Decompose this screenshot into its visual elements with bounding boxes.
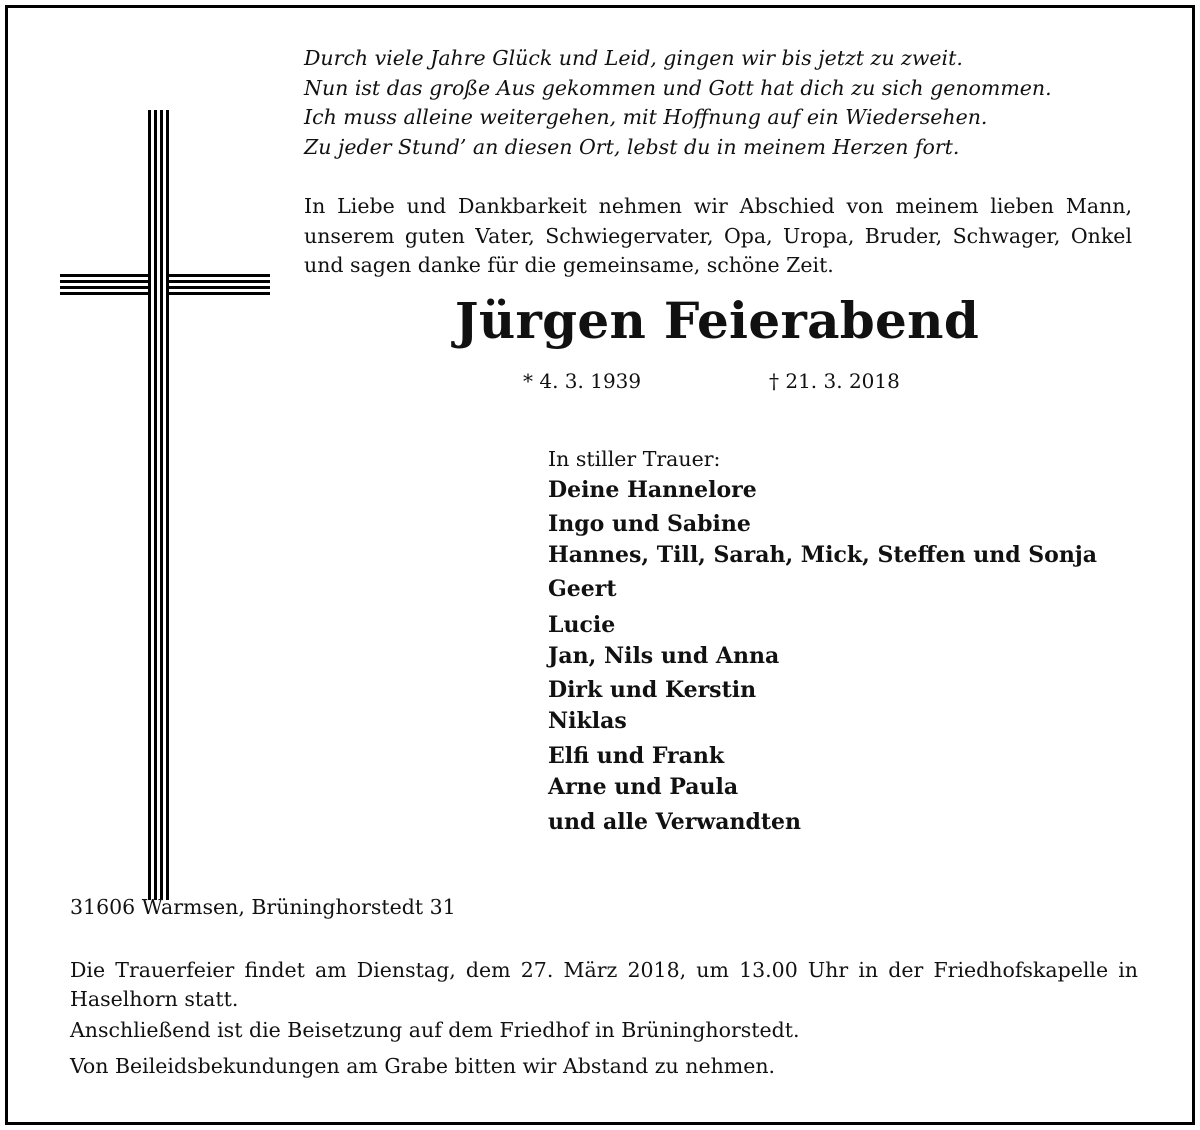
poem-line: Durch viele Jahre Glück und Leid, gingen wir bis jetzt zu zweit. [304, 46, 963, 70]
burial-notice: Anschließend ist die Beisetzung auf dem Friedhof in Brüninghorstedt. [70, 1018, 800, 1042]
mourner-entry: Lucie [548, 612, 616, 638]
death-date: † 21. 3. 2018 [769, 369, 900, 393]
mourner-entry: Jan, Nils und Anna [548, 643, 780, 669]
birth-date: * 4. 3. 1939 [523, 369, 642, 393]
poem-line: Ich muss alleine weitergehen, mit Hoffnung auf ein Wiedersehen. [304, 105, 988, 129]
mourner-entry: Hannes, Till, Sarah, Mick, Steffen und Sonja [548, 542, 1098, 568]
deceased-name: Jürgen Feierabend [454, 291, 980, 350]
poem [304, 44, 1164, 162]
mourner-entry: Dirk und Kerstin [548, 677, 757, 703]
mourner-entry: Arne und Paula [548, 774, 739, 800]
cross-icon [60, 110, 270, 900]
address: 31606 Warmsen, Brüninghorstedt 31 [70, 895, 456, 919]
mourner-entry: Niklas [548, 708, 627, 734]
farewell-text: In Liebe und Dankbarkeit nehmen wir Abschied von meinem lieben Mann, unserem guten Vater, Schwiegervater, Opa, Uropa, Bruder, Schwager, Onkel und sagen danke für die gemeinsame, schöne Zeit. [304, 194, 1132, 277]
mourner-entry: Deine Hannelore [548, 477, 757, 503]
poem-line: Zu jeder Stund’ an diesen Ort, lebst du in meinem Herzen fort. [304, 134, 960, 159]
condolence-notice: Von Beileidsbekundungen am Grabe bitten wir Abstand zu nehmen. [70, 1054, 776, 1078]
mourner-entry: Ingo und Sabine [548, 511, 751, 537]
mourning-label: In stiller Trauer: [548, 447, 721, 471]
mourner-entry: Geert [548, 576, 617, 602]
mourner-entry: und alle Verwandten [548, 809, 802, 835]
poem-line: Nun ist das große Aus gekommen und Gott hat dich zu sich genommen. [304, 75, 1052, 100]
funeral-notice: Die Trauerfeier findet am Dienstag, dem 27. März 2018, um 13.00 Uhr in der Friedhofskapelle in Haselhorn statt. [70, 958, 1138, 1011]
mourner-entry: Elfi und Frank [548, 743, 725, 769]
